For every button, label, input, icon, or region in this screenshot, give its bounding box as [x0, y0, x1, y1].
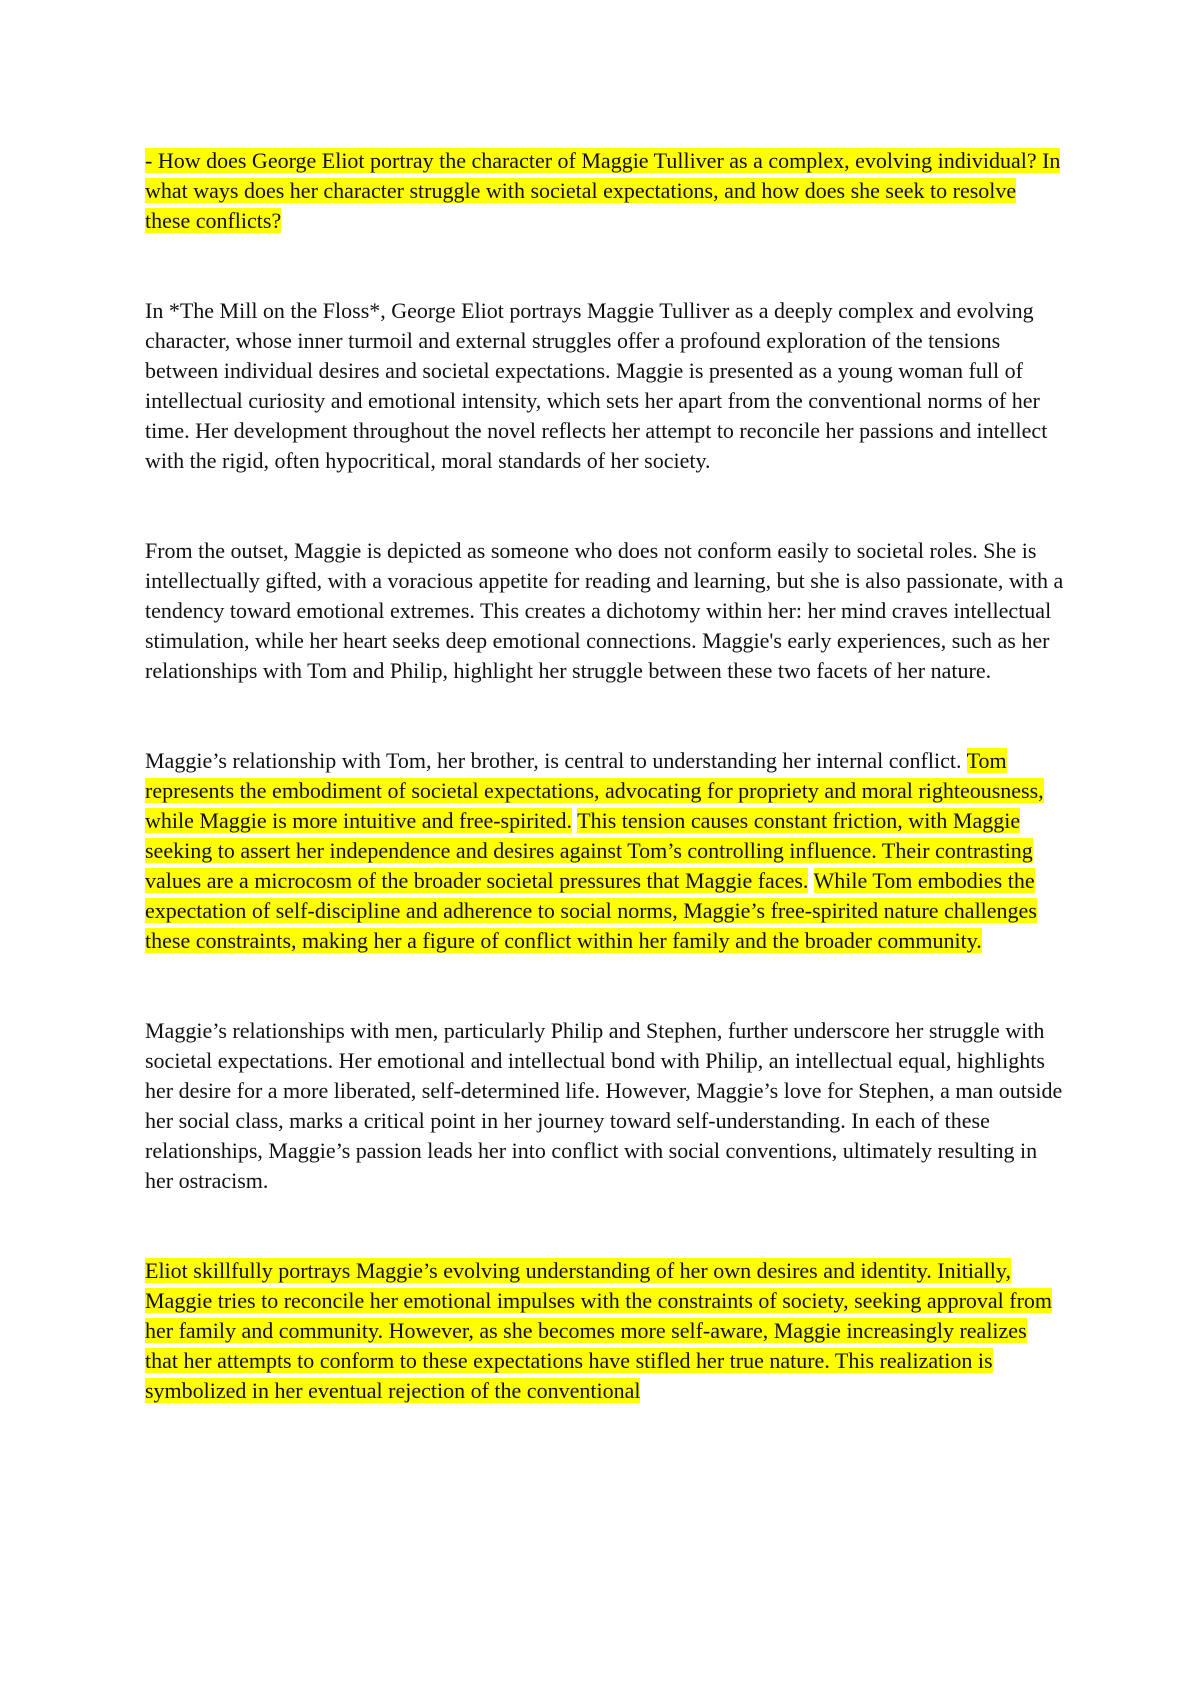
body-paragraph-3: [145, 746, 1065, 956]
paragraph-3-gap-2: [808, 868, 813, 893]
highlight-span-2: This tension causes constant friction, with Maggie seeking to assert her independence and desires against Tom’s controlling influence. Their contrasting values are a microcosm of the broader societal pressures that Maggie faces.: [145, 808, 1033, 893]
highlight-span-3: While Tom embodies the expectation of self-discipline and adherence to social norms, Maggie’s free-spirited nature challenges these constraints, making her a figure of conflict within her family and the broader community.: [145, 868, 1037, 953]
body-paragraph-5: [145, 1256, 1065, 1406]
paragraph-3-intro: Maggie’s relationship with Tom, her brother, is central to understanding her internal conflict.: [145, 748, 967, 773]
highlight-span-1: Tom represents the embodiment of societal expectations, advocating for propriety and moral righteousness, while Maggie is more intuitive and free-spirited.: [145, 748, 1044, 833]
question-paragraph: [145, 146, 1065, 236]
body-paragraph-4: Maggie’s relationships with men, particularly Philip and Stephen, further underscore her struggle with societal expectations. Her emotional and intellectual bond with Philip, an intellectual equal, highlights her desire for a more liberated, self-determined life. However, Maggie’s love for Stephen, a man outside her social class, marks a critical point in her journey toward self-understanding. In each of these relationships, Maggie’s passion leads her into conflict with social conventions, ultimately resulting in her ostracism.: [145, 1018, 1063, 1193]
highlight-span-4: Eliot skillfully portrays Maggie’s evolving understanding of her own desires and identity. Initially, Maggie tries to reconcile her emotional impulses with the constraints of society, seeking approval from her family and community. However, as she becomes more self-aware, Maggie increasingly realizes that her attempts to conform to these expectations have stifled her true nature. This realization is symbolized in her eventual rejection of the conventional: [145, 1258, 1053, 1403]
body-paragraph-2: From the outset, Maggie is depicted as someone who does not conform easily to societal roles. She is intellectually gifted, with a voracious appetite for reading and learning, but she is also passionate, with a tendency toward emotional extremes. This creates a dichotomy within her: her mind craves intellectual stimulation, while her heart seeks deep emotional connections. Maggie's early experiences, such as her relationships with Tom and Philip, highlight her struggle between these two facets of her nature.: [145, 538, 1064, 683]
highlighted-question: - How does George Eliot portray the character of Maggie Tulliver as a complex, evolving individual? In what ways does her character struggle with societal expectations, and how does she seek to resolve these conflicts?: [145, 148, 1061, 233]
body-paragraph-1: In *The Mill on the Floss*, George Eliot portrays Maggie Tulliver as a deeply complex and evolving character, whose inner turmoil and external struggles offer a profound exploration of the tensions between individual desires and societal expectations. Maggie is presented as a young woman full of intellectual curiosity and emotional intensity, which sets her apart from the conventional norms of her time. Her development throughout the novel reflects her attempt to reconcile her passions and intellect with the rigid, often hypocritical, moral standards of her society.: [145, 298, 1048, 473]
document-body: [145, 146, 1065, 1466]
